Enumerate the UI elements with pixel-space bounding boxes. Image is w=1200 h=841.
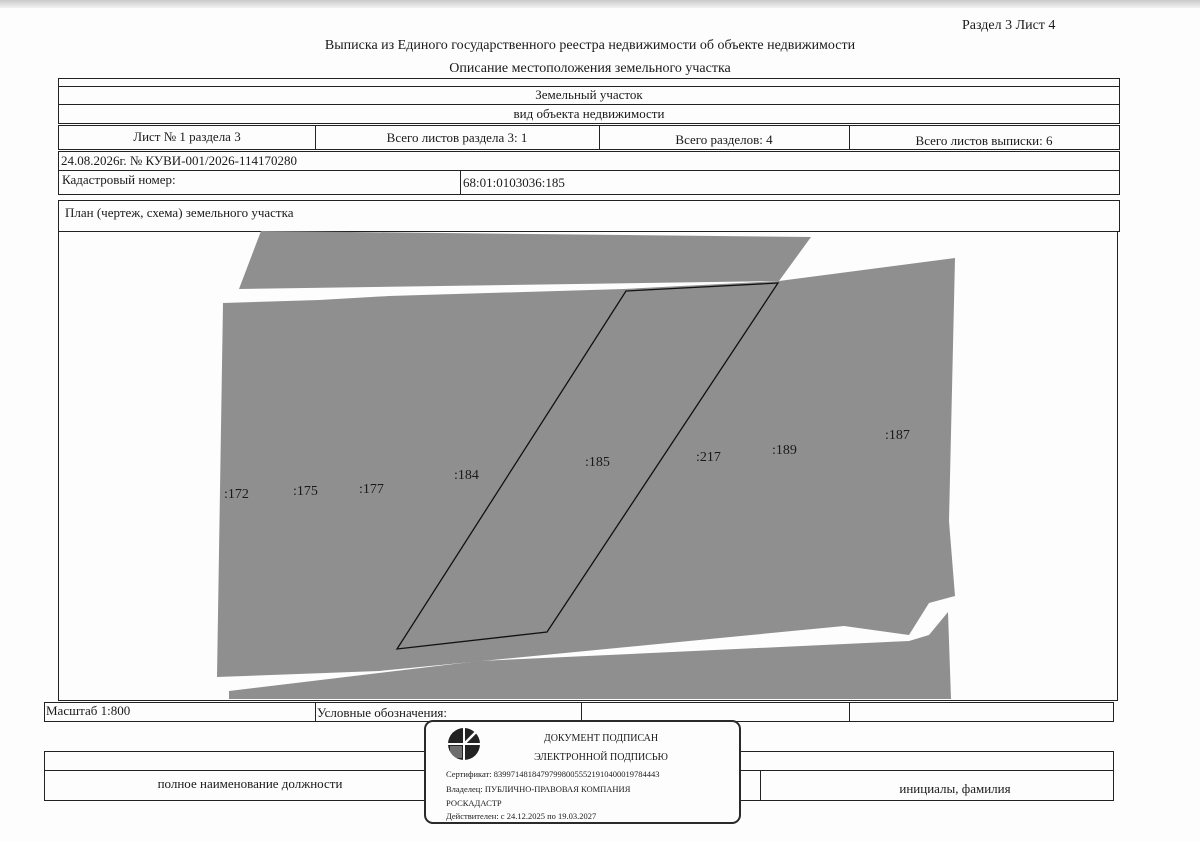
parcel-label-187: :187 (885, 428, 910, 443)
stamp-line2: ЭЛЕКТРОННОЙ ПОДПИСЬЮ (534, 752, 668, 763)
parcel-label-184: :184 (454, 468, 479, 483)
parcel-label-185: :185 (585, 455, 610, 470)
plan-drawing-area (58, 231, 1118, 701)
object-type-caption: вид объекта недвижимости (513, 106, 665, 121)
total-section-sheets: Всего листов раздела 3: 1 (386, 130, 528, 145)
document-subtitle: Описание местоположения земельного участка (449, 61, 731, 76)
scale-legend-row (44, 702, 1114, 722)
position-caption: полное наименование должности (157, 776, 343, 791)
cadastral-number-value: 68:01:0103036:185 (463, 175, 565, 190)
parcel-label-177: :177 (359, 482, 384, 497)
plan-title: План (чертеж, схема) земельного участка (65, 205, 294, 220)
sheet-of-section: Лист № 1 раздела 3 (133, 129, 241, 144)
total-extract-sheets: Всего листов выписки: 6 (915, 133, 1053, 148)
document-title: Выписка из Единого государственного реестра недвижимости об объекте недвижимости (324, 38, 856, 53)
total-sections: Всего разделов: 4 (675, 132, 773, 147)
initials-caption: инициалы, фамилия (899, 781, 1011, 796)
parcel-label-217: :217 (696, 450, 721, 465)
record-date-number: 24.08.2026г. № КУВИ-001/2026-114170280 (61, 153, 297, 168)
plan-title-cell (58, 200, 1120, 232)
stamp-owner: Владелец: ПУБЛИЧНО-ПРАВОВАЯ КОМПАНИЯ (446, 784, 631, 794)
stamp-certificate: Сертификат: 839971481847979980055521910400019784443 (446, 769, 660, 779)
parcel-top-strip (239, 231, 811, 289)
record-table (58, 151, 1120, 195)
cadastral-number-label: Кадастровый номер: (62, 172, 176, 187)
object-type-table (58, 78, 1120, 124)
stamp-line1: ДОКУМЕНТ ПОДПИСАН (543, 733, 659, 744)
section-sheet-label: Раздел 3 Лист 4 (962, 18, 1056, 33)
parcel-label-175: :175 (293, 484, 318, 499)
legend-label: Условные обозначения: (317, 705, 448, 720)
electronic-signature-stamp (424, 720, 741, 824)
roskadastr-emblem-icon (446, 726, 482, 767)
object-type: Земельный участок (535, 87, 643, 102)
parcel-label-189: :189 (772, 443, 797, 458)
sheets-row (58, 125, 1120, 150)
stamp-valid: Действителен: с 24.12.2025 по 19.03.2027 (446, 811, 597, 821)
scale-label: Масштаб 1:800 (46, 703, 131, 718)
scan-edge-strip (0, 0, 1200, 8)
stamp-owner2: РОСКАДАСТР (446, 798, 502, 808)
parcel-label-172: :172 (224, 487, 249, 502)
